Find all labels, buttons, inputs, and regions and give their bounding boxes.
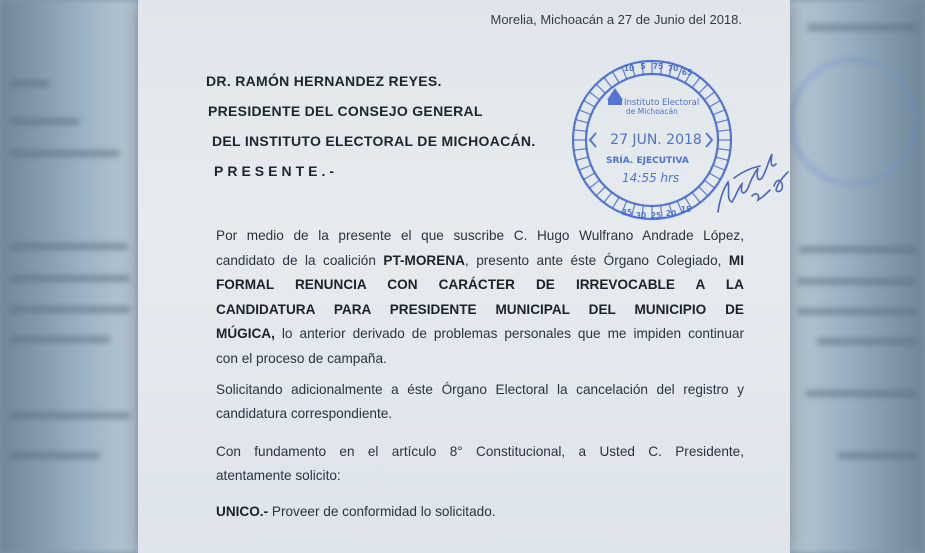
ghost-text-line: [837, 452, 917, 459]
paragraph-text: Por medio de la presente el que suscribe C. Hugo Wulfrano Andrade López,: [216, 228, 744, 243]
stamp-dial-tick: [584, 173, 595, 180]
paragraph-text: candidato de la coalición: [216, 252, 384, 268]
ghost-text-line: [10, 412, 130, 419]
dial-number: 5: [640, 62, 646, 71]
bold-text: FORMAL RENUNCIA CON CARÁCTER DE IRREVOCABLE A LA: [216, 277, 744, 292]
stamp-date: 27 JUN. 2018: [610, 132, 702, 148]
dial-number: 10: [623, 64, 635, 73]
stamp-dial-tick: [596, 187, 605, 196]
letter-page: [138, 0, 790, 553]
stamp-dial-tick: [692, 77, 700, 87]
stamp-dial-tick: [699, 187, 708, 196]
paragraph-line: [216, 249, 744, 274]
stamp-left-pointer-icon: [590, 133, 596, 147]
ghost-text-line: [797, 278, 917, 285]
dial-number: 70: [667, 64, 679, 73]
stamp-institution-line1: Instituto Electoral: [624, 98, 700, 108]
dial-number: 25: [650, 211, 662, 220]
stamp-time: 14:55 hrs: [622, 171, 680, 185]
handwritten-signature: [712, 138, 792, 216]
paragraph-line: [216, 224, 744, 249]
dial-number: 35: [621, 208, 633, 217]
ghost-text-line: [10, 150, 120, 157]
ghost-text-line: [10, 80, 50, 87]
reception-stamp: [570, 58, 734, 222]
paragraph-text: candidatura correspondiente.: [216, 406, 393, 421]
stamp-dial-tick: [716, 120, 729, 123]
paragraph-line: [216, 322, 744, 347]
stamp-dial-tick: [613, 72, 620, 83]
blurred-right-margin: [785, 0, 925, 553]
stamp-dial-tick: [717, 130, 730, 132]
paragraph-foundation: [216, 440, 744, 488]
stamp-dial-tick: [579, 165, 591, 170]
ghost-text-line: [10, 452, 100, 459]
stamp-dial-tick: [589, 180, 599, 188]
ghost-text-line: [10, 118, 80, 125]
dial-number: 15: [680, 205, 692, 214]
stamp-dial-tick: [709, 101, 720, 108]
stamp-dial-tick: [574, 130, 587, 132]
ghost-text-line: [799, 246, 917, 253]
ghost-text-line: [797, 308, 917, 315]
stamp-institution-line2: de Michoacán: [626, 107, 678, 116]
paragraph-text: atentamente solicito:: [216, 468, 341, 483]
ghost-text-line: [10, 275, 130, 282]
stamp-dial-tick: [576, 157, 589, 160]
dial-number: 75: [652, 62, 664, 71]
coalition-name: PT-MORENA: [383, 252, 465, 268]
ghost-text-line: [10, 243, 128, 250]
stamp-dial-tick: [692, 192, 700, 202]
paragraph-text: Con fundamento en el artículo 8° Constitucional, a Usted C. Presidente,: [216, 444, 744, 459]
stamp-dial-tick: [576, 120, 589, 123]
stamp-dial-tick: [579, 110, 591, 115]
ghost-text-line: [10, 336, 110, 343]
ghost-text-line: [805, 390, 917, 397]
ghost-text-line: [807, 24, 917, 31]
paragraph-text: Solicitando adicionalmente a éste Órgano Electoral la cancelación del registro y: [216, 382, 744, 397]
bold-text: MI: [728, 252, 744, 268]
paragraph-text: con el proceso de campaña.: [216, 350, 387, 366]
paragraph-text: , presento ante éste Órgano Colegiado,: [464, 252, 729, 268]
stamp-dial-tick: [584, 101, 595, 108]
dial-number: 65: [681, 68, 693, 77]
addressee-block: [206, 73, 536, 193]
municipality-name: MÚGICA,: [216, 326, 275, 341]
paragraph-text: lo anterior derivado de problemas personales que me impiden continuar: [274, 326, 744, 341]
addressee-present: PRESENTE.-: [214, 163, 339, 179]
addressee-position-line1: PRESIDENTE DEL CONSEJO GENERAL: [208, 103, 483, 119]
request-label: UNICO.-: [216, 504, 269, 519]
bold-text: CANDIDATURA PARA PRESIDENTE MUNICIPAL DEL MUNICIPIO DE: [216, 301, 744, 317]
ghost-stamp: [789, 58, 917, 186]
dial-number: 20: [665, 209, 677, 218]
stamp-dial-tick: [589, 92, 599, 100]
dial-number: 30: [635, 211, 647, 220]
stamp-office: SRÍA. EJECUTIVA: [606, 156, 689, 166]
ghost-text-line: [10, 306, 130, 313]
addressee-position-line2: DEL INSTITUTO ELECTORAL DE MICHOACÁN.: [212, 133, 536, 149]
stamp-dial-tick: [596, 84, 605, 93]
paragraph-cancellation: [216, 378, 744, 426]
request-text: Proveer de conformidad lo solicitado.: [268, 504, 496, 519]
stamp-dial-tick: [604, 192, 612, 202]
paragraph-request: [216, 504, 744, 519]
stamp-dial-tick: [574, 149, 587, 151]
stamp-dial-tick: [699, 84, 708, 93]
blurred-left-margin: [0, 0, 140, 553]
paragraph-resignation: [216, 224, 744, 371]
stamp-dial-tick: [713, 110, 725, 115]
stamp-dial-tick: [604, 77, 612, 87]
ghost-text-line: [817, 338, 917, 345]
place-and-date: Morelia, Michoacán a 27 de Junio del 2018.: [490, 12, 742, 27]
addressee-name: DR. RAMÓN HERNANDEZ REYES.: [206, 73, 442, 89]
stamp-dial-tick: [704, 92, 714, 100]
stamp-dial-tick: [613, 197, 620, 208]
